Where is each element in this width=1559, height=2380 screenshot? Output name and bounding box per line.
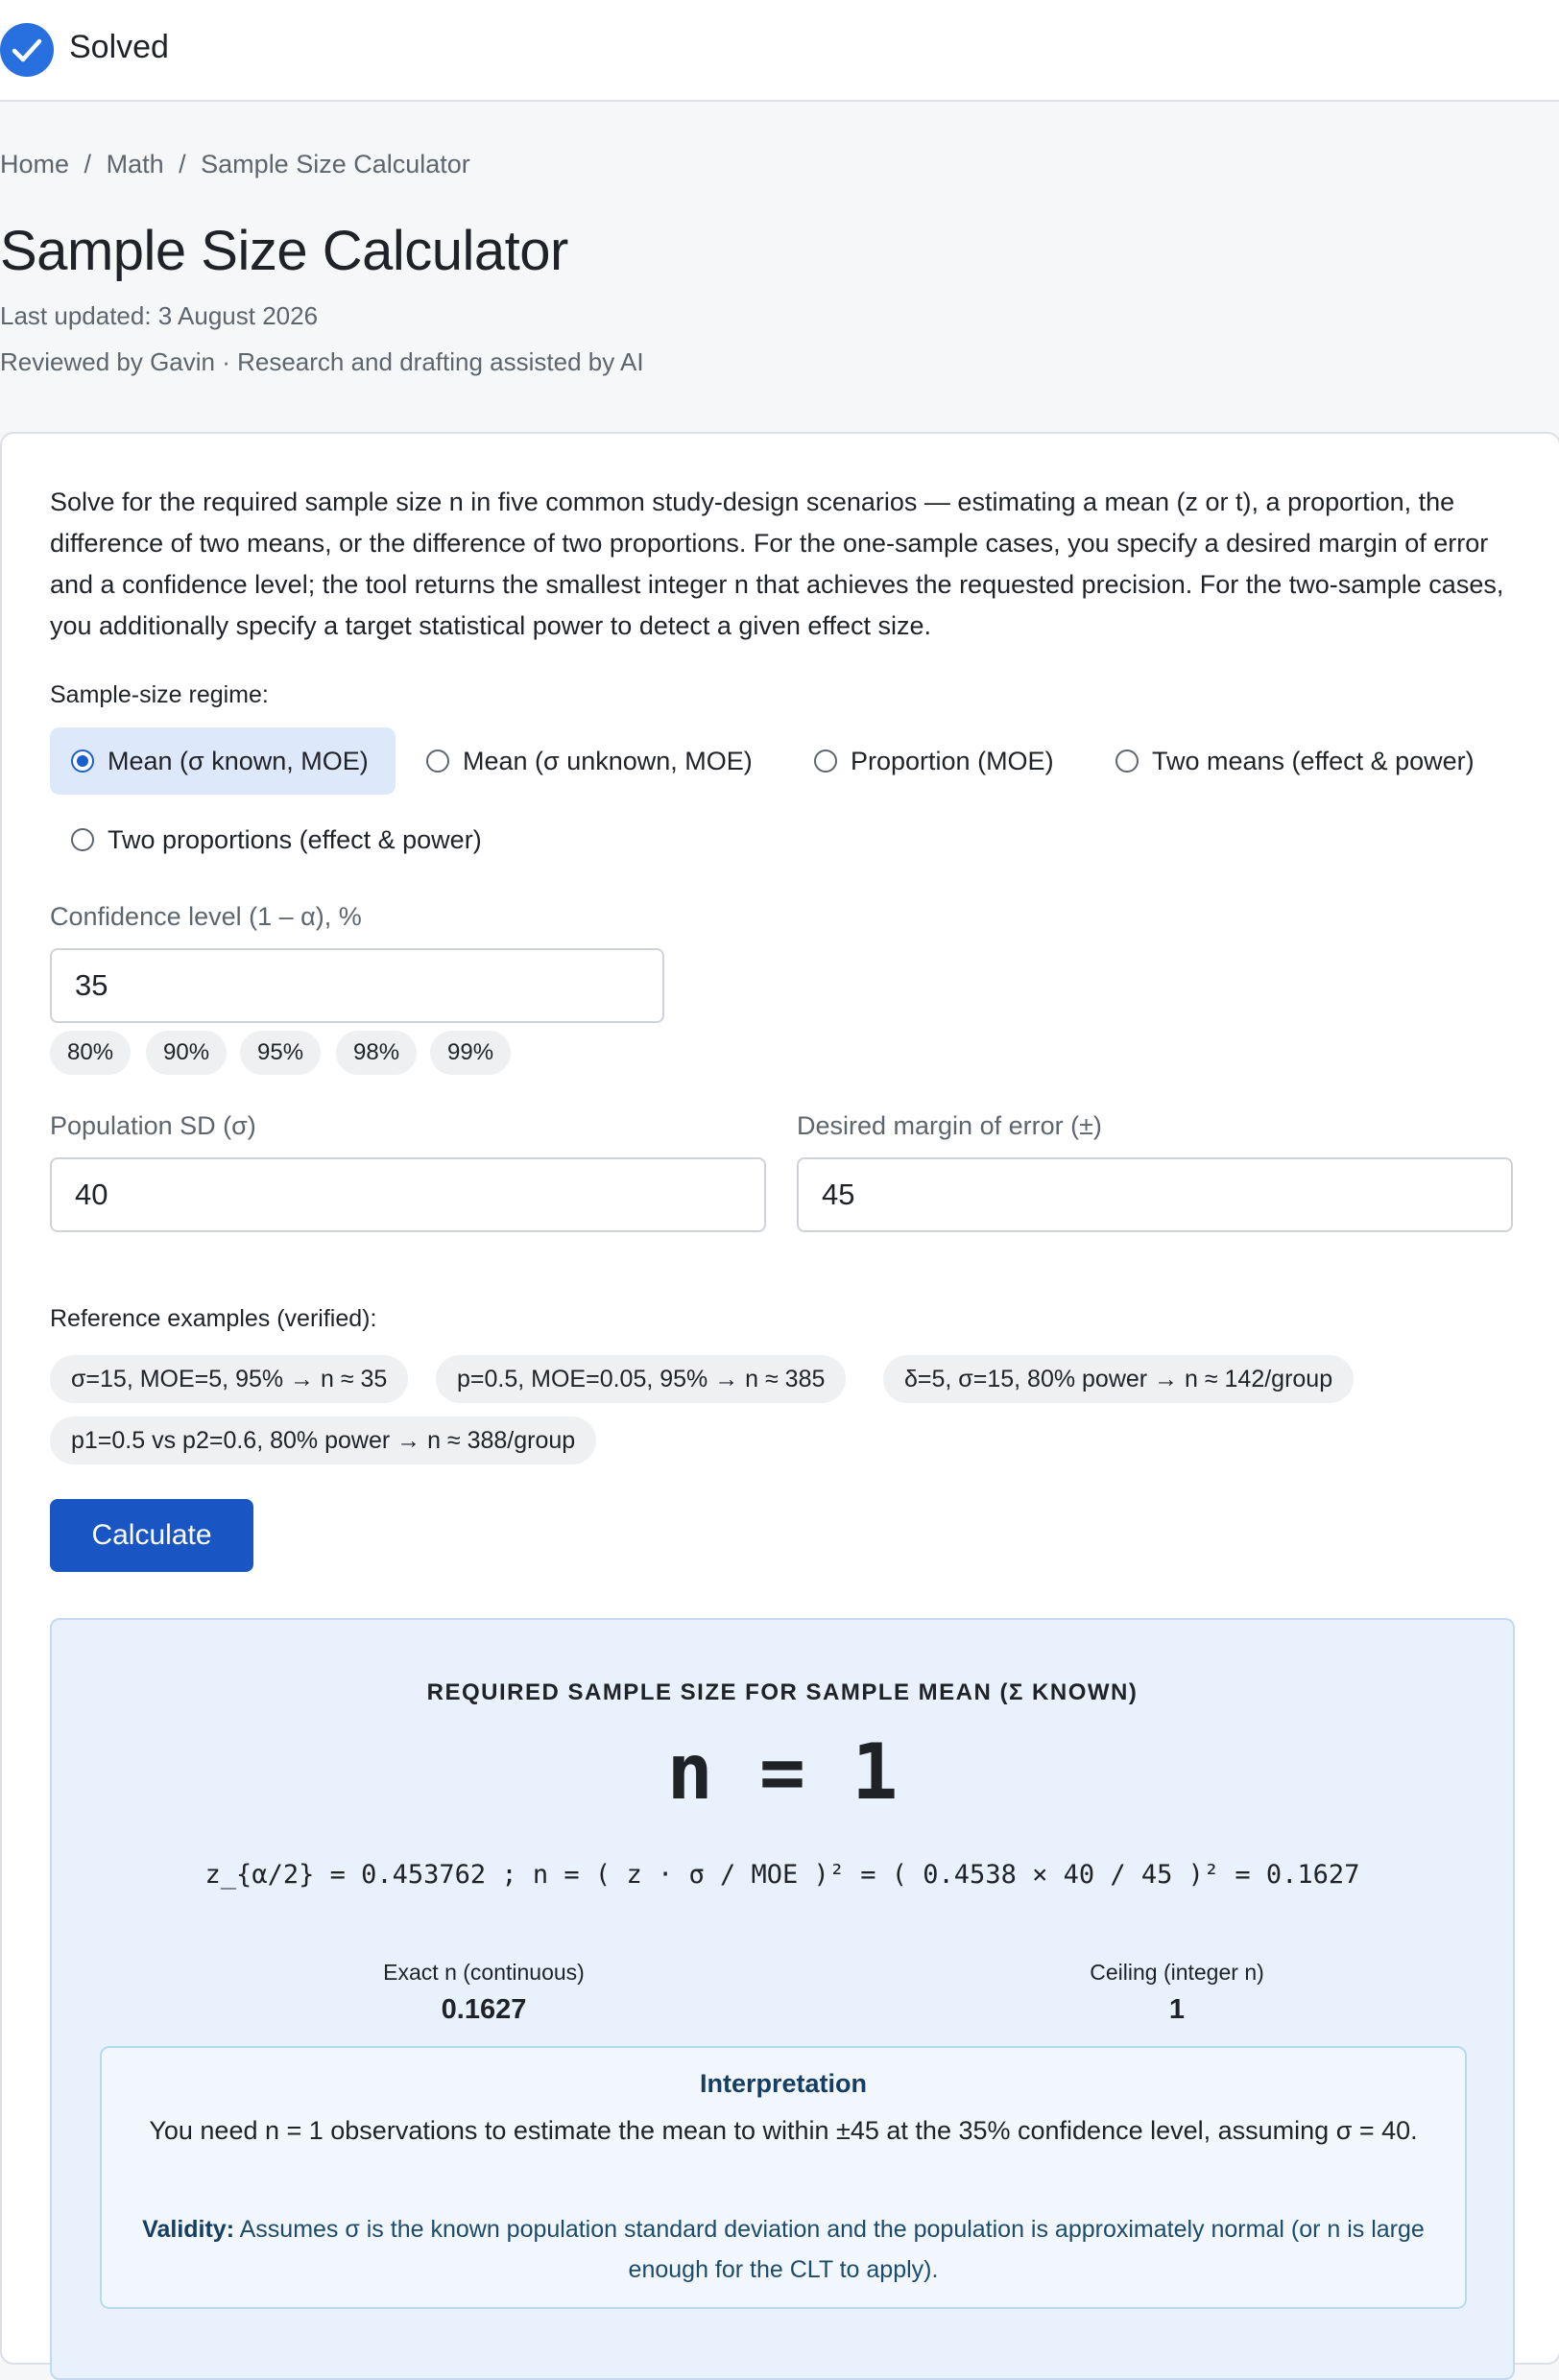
calculate-button[interactable]: Calculate [50,1499,253,1572]
breadcrumb-separator: / [179,150,186,178]
result-value: n = 1 [666,1727,899,1817]
breadcrumb-current: Sample Size Calculator [201,150,470,178]
regime-option-two-proportions[interactable] [50,806,503,873]
confidence-input[interactable]: 35 [50,948,664,1023]
preset-95[interactable]: 95% [240,1031,321,1075]
result-panel [50,1618,1515,2380]
regime-option-mean-sigma-known[interactable] [50,727,396,795]
regime-option-two-means[interactable] [1094,727,1496,795]
interpretation-title: Interpretation [699,2069,867,2098]
reviewed-by: Reviewed by Gavin · Research and drafting assisted by AI [0,347,644,376]
calculator-card [0,432,1559,2365]
example-chip[interactable]: σ=15, MOE=5, 95% → n ≈ 35 [50,1355,408,1403]
breadcrumb-math[interactable]: Math [106,150,164,178]
status-label: Solved [69,29,169,65]
regime-option-label: Two proportions (effect & power) [108,824,482,854]
preset-80[interactable]: 80% [50,1031,131,1075]
regime-option-label: Two means (effect & power) [1152,746,1475,775]
sigma-input[interactable]: 40 [50,1157,766,1232]
ceiling-n-value: 1 [1168,1994,1186,2025]
examples-label: Reference examples (verified): [50,1305,377,1332]
breadcrumb [0,150,470,179]
result-heading: REQUIRED SAMPLE SIZE FOR SAMPLE MEAN (Σ KNOWN) [426,1679,1139,1705]
page-title: Sample Size Calculator [0,220,568,282]
preset-98[interactable]: 98% [336,1031,417,1075]
regime-option-mean-sigma-unknown[interactable] [405,727,774,795]
ceiling-n-label: Ceiling (integer n) [1090,1960,1264,1985]
moe-label: Desired margin of error (±) [797,1111,1102,1140]
interpretation-text: You need n = 1 observations to estimate the mean to within ±45 at the 35% confidence level, assuming σ = 40. [149,2116,1418,2145]
moe-input[interactable]: 45 [797,1157,1513,1232]
example-chip[interactable]: p1=0.5 vs p2=0.6, 80% power → n ≈ 388/group [50,1416,596,1464]
radio-icon [814,750,837,773]
regime-label: Sample-size regime: [50,681,269,708]
last-updated: Last updated: 3 August 2026 [0,301,319,330]
validity-note [131,2209,1436,2290]
radio-icon [1115,750,1139,773]
preset-90[interactable]: 90% [146,1031,227,1075]
regime-option-label: Proportion (MOE) [851,746,1054,775]
confidence-label: Confidence level (1 – α), % [50,902,362,931]
exact-n-value: 0.1627 [441,1994,527,2025]
intro-text: Solve for the required sample size n in five common study-design scenarios — estimating a mean (z or t), a proportion, the difference of two means, or the difference of two proportions. For the one-sample cases, you specify a desired margin of error and a confidence level; the tool returns the smallest integer n that achieves the requested precision. For the two-sample cases, you additionally specify a target statistical power to detect a given effect size. [50,488,1504,640]
preset-99[interactable]: 99% [430,1031,511,1075]
example-chip[interactable]: δ=5, σ=15, 80% power → n ≈ 142/group [883,1355,1354,1403]
radio-icon [71,828,94,851]
radio-icon [426,750,449,773]
regime-option-label: Mean (σ known, MOE) [108,746,369,775]
breadcrumb-home[interactable]: Home [0,150,70,178]
breadcrumb-separator: / [84,150,92,178]
validity-text: Assumes σ is the known population standard deviation and the population is approximately normal (or n is large enough for the CLT to apply). [239,2216,1425,2283]
sigma-label: Population SD (σ) [50,1111,256,1140]
interpretation-box [100,2046,1467,2309]
top-bar [0,0,1559,102]
check-circle-icon [0,23,54,77]
radio-selected-icon [71,750,94,773]
validity-label: Validity: [142,2216,235,2243]
result-formula: z_{α/2} = 0.453762 ; n = ( z · σ / MOE )² = ( 0.4538 × 40 / 45 )² = 0.1627 [204,1860,1360,1890]
exact-n-label: Exact n (continuous) [383,1960,585,1985]
regime-option-label: Mean (σ unknown, MOE) [463,746,753,775]
regime-option-proportion[interactable] [793,727,1075,795]
example-chip[interactable]: p=0.5, MOE=0.05, 95% → n ≈ 385 [436,1355,846,1403]
